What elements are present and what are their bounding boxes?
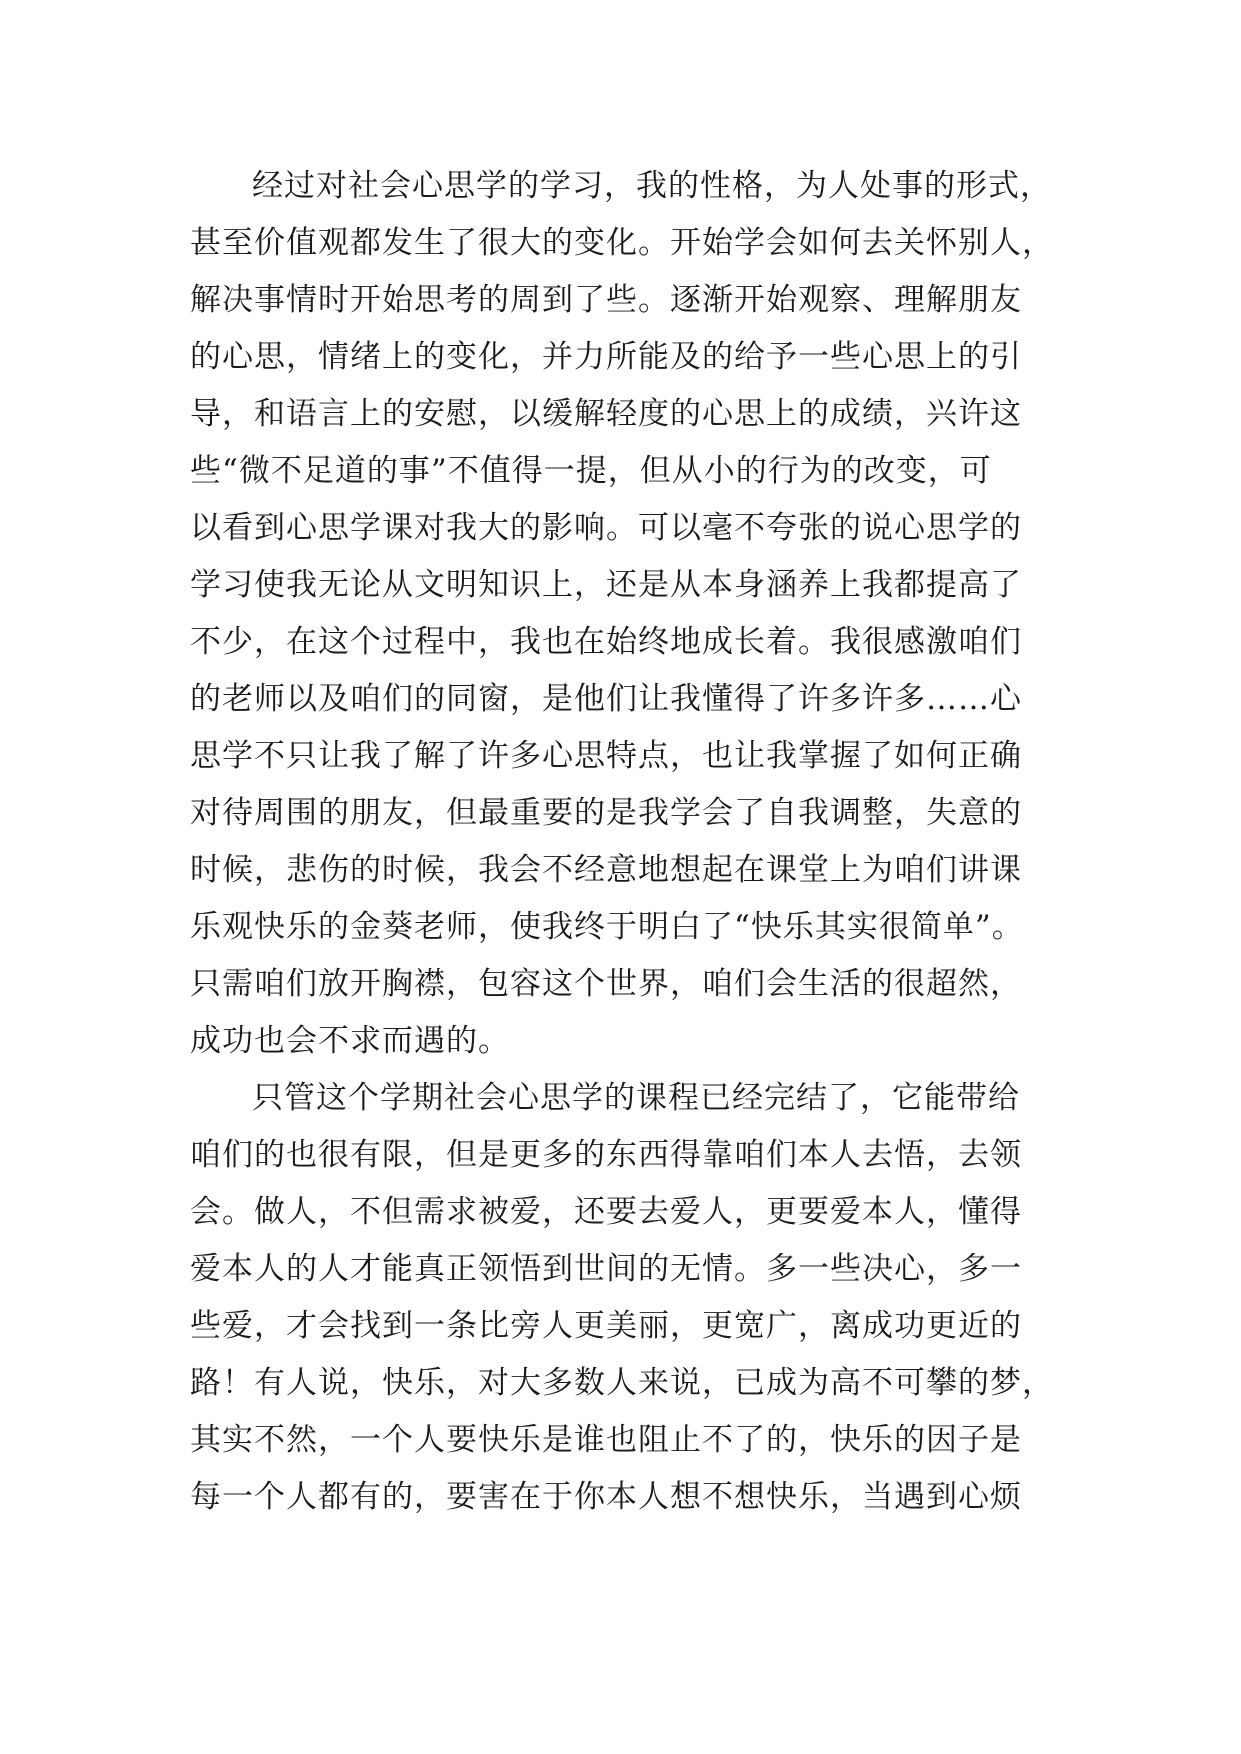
- text-line: 的老师以及咱们的同窗，是他们让我懂得了许多许多……心: [190, 681, 1022, 717]
- text-line: 些“微不足道的事”不值得一提，但从小的行为的改变，可: [190, 453, 992, 489]
- text-line: 爱本人的人才能真正领悟到世间的无情。多一些决心，多一: [190, 1251, 1022, 1287]
- text-line: 经过对社会心思学的学习，我的性格，为人处事的形式，: [252, 168, 1052, 204]
- text-line: 只管这个学期社会心思学的课程已经完结了，它能带给: [252, 1080, 1020, 1116]
- text-line: 解决事情时开始思考的周到了些。逐渐开始观察、理解朋友: [190, 282, 1022, 318]
- paragraph-1: [190, 158, 1090, 1070]
- text-line: 乐观快乐的金葵老师，使我终于明白了“快乐其实很简单”。: [190, 909, 1024, 945]
- text-line: 导，和语言上的安慰，以缓解轻度的心思上的成绩，兴许这: [190, 396, 1022, 432]
- text-line: 学习使我无论从文明知识上，还是从本身涵养上我都提高了: [190, 567, 1022, 603]
- text-line: 不少，在这个过程中，我也在始终地成长着。我很感激咱们: [190, 624, 1022, 660]
- text-line: 咱们的也很有限，但是更多的东西得靠咱们本人去悟，去领: [190, 1137, 1022, 1173]
- text-line: 的心思，情绪上的变化，并力所能及的给予一些心思上的引: [190, 339, 1022, 375]
- body-text: [190, 158, 1090, 1526]
- text-line: 每一个人都有的，要害在于你本人想不想快乐，当遇到心烦: [190, 1479, 1022, 1515]
- text-line: 成功也会不求而遇的。: [190, 1023, 510, 1059]
- text-line: 对待周围的朋友，但最重要的是我学会了自我调整，失意的: [190, 795, 1022, 831]
- text-line: 以看到心思学课对我大的影响。可以毫不夸张的说心思学的: [190, 510, 1022, 546]
- text-line: 路！有人说，快乐，对大多数人来说，已成为高不可攀的梦，: [190, 1365, 1054, 1401]
- text-line: 会。做人，不但需求被爱，还要去爱人，更要爱本人，懂得: [190, 1194, 1022, 1230]
- paragraph-2: [190, 1070, 1090, 1526]
- text-line: 思学不只让我了解了许多心思特点，也让我掌握了如何正确: [190, 738, 1022, 774]
- text-line: 其实不然，一个人要快乐是谁也阻止不了的，快乐的因子是: [190, 1422, 1022, 1458]
- text-line: 些爱，才会找到一条比旁人更美丽，更宽广，离成功更近的: [190, 1308, 1022, 1344]
- text-line: 只需咱们放开胸襟，包容这个世界，咱们会生活的很超然，: [190, 966, 1022, 1002]
- text-line: 时候，悲伤的时候，我会不经意地想起在课堂上为咱们讲课: [190, 852, 1022, 888]
- text-line: 甚至价值观都发生了很大的变化。开始学会如何去关怀别人，: [190, 225, 1054, 261]
